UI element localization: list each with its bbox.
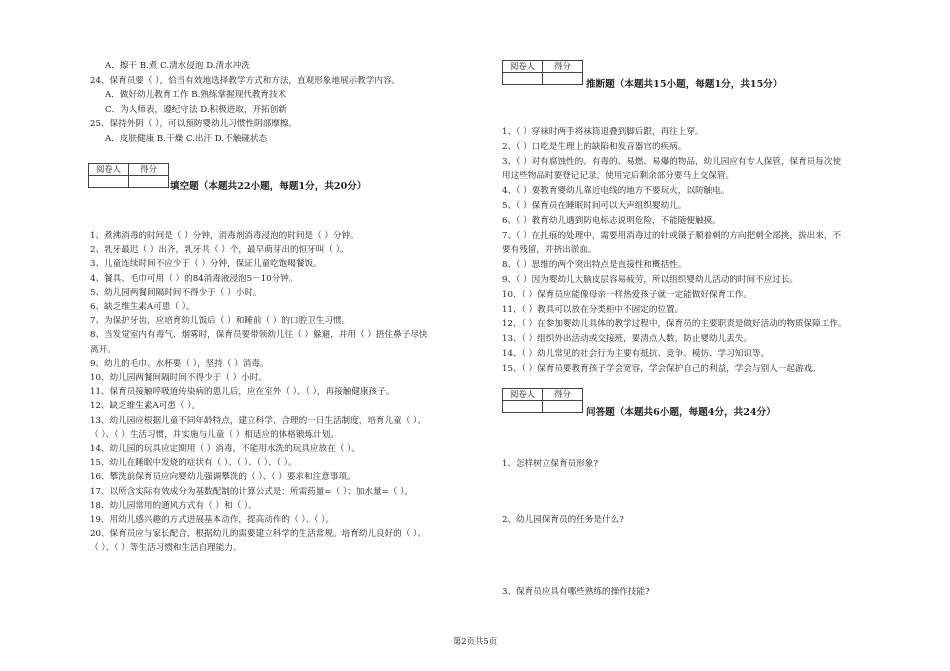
question-line: 8、当发觉室内有毒气、烟雾时，保育员要带领幼儿往（ ）躲避，并用（ ）捂住鼻子尽快 (90, 330, 428, 341)
question-line: 14、幼儿园的玩具应定期用（ ）消毒，不能用水洗的玩具应放在（ ）。 (90, 444, 360, 454)
question-line: （ ）、（ ）等生活习惯和生活自理能力。 (90, 543, 242, 554)
question-line: 4、餐具、毛巾可用（ ）的84消毒液浸泡5－10分钟。 (90, 273, 298, 284)
question-line: 5、（ ）保育员在睡眠时间可以大声组织婴幼儿。 (502, 201, 687, 211)
question-line: 9、幼儿的毛巾、水杯要（ ），坚持（ ）消毒。 (90, 358, 269, 369)
question-line: A．擦干 B.煮 C.清水侵泡 D.清水冲洗 (105, 61, 250, 71)
qa-question: 3、保育员应具有哪些熟练的操作技能? (502, 587, 650, 597)
question-line: 1、（ ）穿袜时两手将袜筒退叠到脚后跟，再往上穿。 (502, 127, 704, 137)
question-line: 18、幼儿园常用的通风方式有（ ）和（ ）。 (90, 500, 257, 511)
question-line: 9、（ ）因为婴幼儿大脑皮层容易疲劳，所以组织婴幼儿活动的时间不应过长。 (502, 275, 799, 285)
question-line: 16、攀洗前保育员应向婴幼儿强调攀洗的（ ）、（ ）要求和注意事项。 (90, 472, 356, 483)
score-table-fill (88, 163, 169, 188)
question-line: 14、（ ）幼儿常见的社会行为主要有抵抗、竞争、模仿、学习知识等。 (502, 349, 770, 359)
question-line: 10、（ ）保育员应能像母亲一样热爱孩子就一定能做好保育工作。 (502, 289, 752, 300)
judge-section-title: 推断题（本题共15小题，每题1分，共15分） (586, 79, 783, 90)
score-cell (543, 73, 583, 85)
question-line: 15、（ ）保育员要教育孩子学会宽容，学会保护自己的利益，学会与别人一起游戏。 (502, 363, 821, 374)
question-line: A．皮肤健康 B.干燥 C.出汗 D.不触碰状态 (105, 133, 268, 144)
score-cell (129, 176, 169, 188)
reviewer-cell (89, 176, 129, 188)
question-line: 10、幼儿园两餐间隔时间不得少于（ ）小时。 (90, 373, 267, 383)
question-line: 13、（ ）组织外出活动或交接班，要清点人数，防止婴幼儿丢失。 (502, 334, 752, 345)
qa-question: 2、幼儿园保育员的任务是什么? (502, 515, 624, 525)
score-table-qa (502, 388, 583, 413)
question-line: 12、（ ）在参加婴幼儿具体的教学过程中，保育员的主要职责是做好活动的物质保障工作。 (502, 319, 847, 330)
score-label: 得分 (129, 164, 169, 176)
question-line: 7、为保护牙齿，应培育幼儿饭后（ ）和睡前（ ）的口腔卫生习惯。 (90, 316, 351, 327)
reviewer-label: 阅卷人 (503, 61, 543, 73)
question-line: （ ）、（ ）生活习惯，并实施与儿童（ ）相适应的体格锻炼计划。 (90, 429, 339, 440)
page-footer: 第2页共5页 (452, 636, 498, 646)
question-line: 11、保育员接触呼吸道传染病的患儿后，应在室外（ ）、（ ），再接触健康孩子。 (90, 387, 395, 398)
question-line: 离开。 (90, 344, 116, 355)
question-line: 6、（ ）教育幼儿遇到防电标志说明危险，不能随便触摸。 (502, 215, 721, 226)
question-line: 20、保育员应与家长配合，根据幼儿的需要建立科学的生活常规。培育幼儿良好的（ ）、 (90, 529, 426, 540)
question-line: 13、幼儿园应根据儿童不同年龄特点，建立科学、合理的一日生活制度，培育儿童（ ）、 (90, 415, 426, 426)
question-line: 24、保育员要（ ），恰当有效地选择教学方式和方法，直观形象地展示教学内容。 (90, 75, 401, 86)
question-line: 15、幼儿在睡眠中发烧的症状有（ ）、（ ）、（ ）、（ ）。 (90, 458, 297, 469)
question-line: 19、用幼儿感兴趣的方式进展基本动作，提高动作的（ ）、（ ）。 (90, 515, 335, 525)
reviewer-label: 阅卷人 (503, 389, 543, 401)
question-line: 2、乳牙最迟（ ）出齐，乳牙共（ ）个，最早萌芽出的恒牙叫（ ）。 (90, 245, 349, 256)
question-line: 1、煮沸消毒的时间是（ ）分钟，消毒剂消毒浸泡的时间是（ ）分钟。 (90, 231, 359, 241)
reviewer-cell (503, 401, 543, 413)
reviewer-label: 阅卷人 (89, 164, 129, 176)
question-line: A．做好幼儿教育工作 B.熟练掌握现代教育技术 (105, 90, 287, 100)
question-line: 4、（ ）要教育婴幼儿靠近电线的地方不要玩火，以防触电。 (502, 186, 730, 197)
question-line: 7、（ ）在扎痕的处理中，需要用消毒过的针或镊子顺着刺的方向把刺全部挑，拔出来，不 (502, 230, 842, 241)
question-line: 11、（ ）教具可以放在分类柜中不固定的位置。 (502, 304, 684, 315)
question-line: 5、幼儿园两餐间隔时间不得少于（ ）小时。 (90, 287, 262, 298)
question-line: 用这些物品时要登记记录，使用完后剩余部分要马上交保管。 (502, 171, 735, 182)
score-label: 得分 (543, 61, 583, 73)
qa-section-title: 问答题（本题共6小题，每题4分，共24分） (586, 407, 776, 418)
question-line: 12、缺乏维生素A可患（ ）。 (90, 401, 201, 412)
question-line: C．为人师表，遵纪守法 D.积极进取，开拓创新 (105, 104, 287, 115)
question-line: 8、（ ）思维的两个突出特点是直接性和概括性。 (502, 260, 687, 271)
question-line: 6、缺乏维生素A可患（ ）。 (90, 302, 195, 312)
score-table-judge (502, 60, 583, 85)
question-line: 2、（ ）口吃是生理上的缺陷和发音器官的疾病。 (502, 141, 687, 152)
question-line: 要有残留，并挤出淤血。 (502, 245, 597, 256)
fill-section-title: 填空题（本题共22小题，每题1分，共20分） (170, 181, 367, 192)
reviewer-cell (503, 73, 543, 85)
question-line: 3、（ ）对有腐蚀性的、有毒的、易燃、易爆的物品，幼儿园应有专人保管，保育员每次使 (502, 156, 842, 167)
score-label: 得分 (543, 389, 583, 401)
question-line: 25、保持外阴（ ），可以预防婴幼儿习惯性阴部摩擦。 (90, 119, 298, 129)
score-cell (543, 401, 583, 413)
question-line: 17、以所含实际有效成分为基数配制的计算公式是：所需药量=（ ）；加水量=（ ）。 (90, 486, 413, 497)
qa-question: 1、怎样树立保育员形象? (502, 459, 599, 469)
question-line: 3、儿童连续时间不应少于（ ）分钟，保证儿童吃饱喝餐饭。 (90, 259, 322, 270)
